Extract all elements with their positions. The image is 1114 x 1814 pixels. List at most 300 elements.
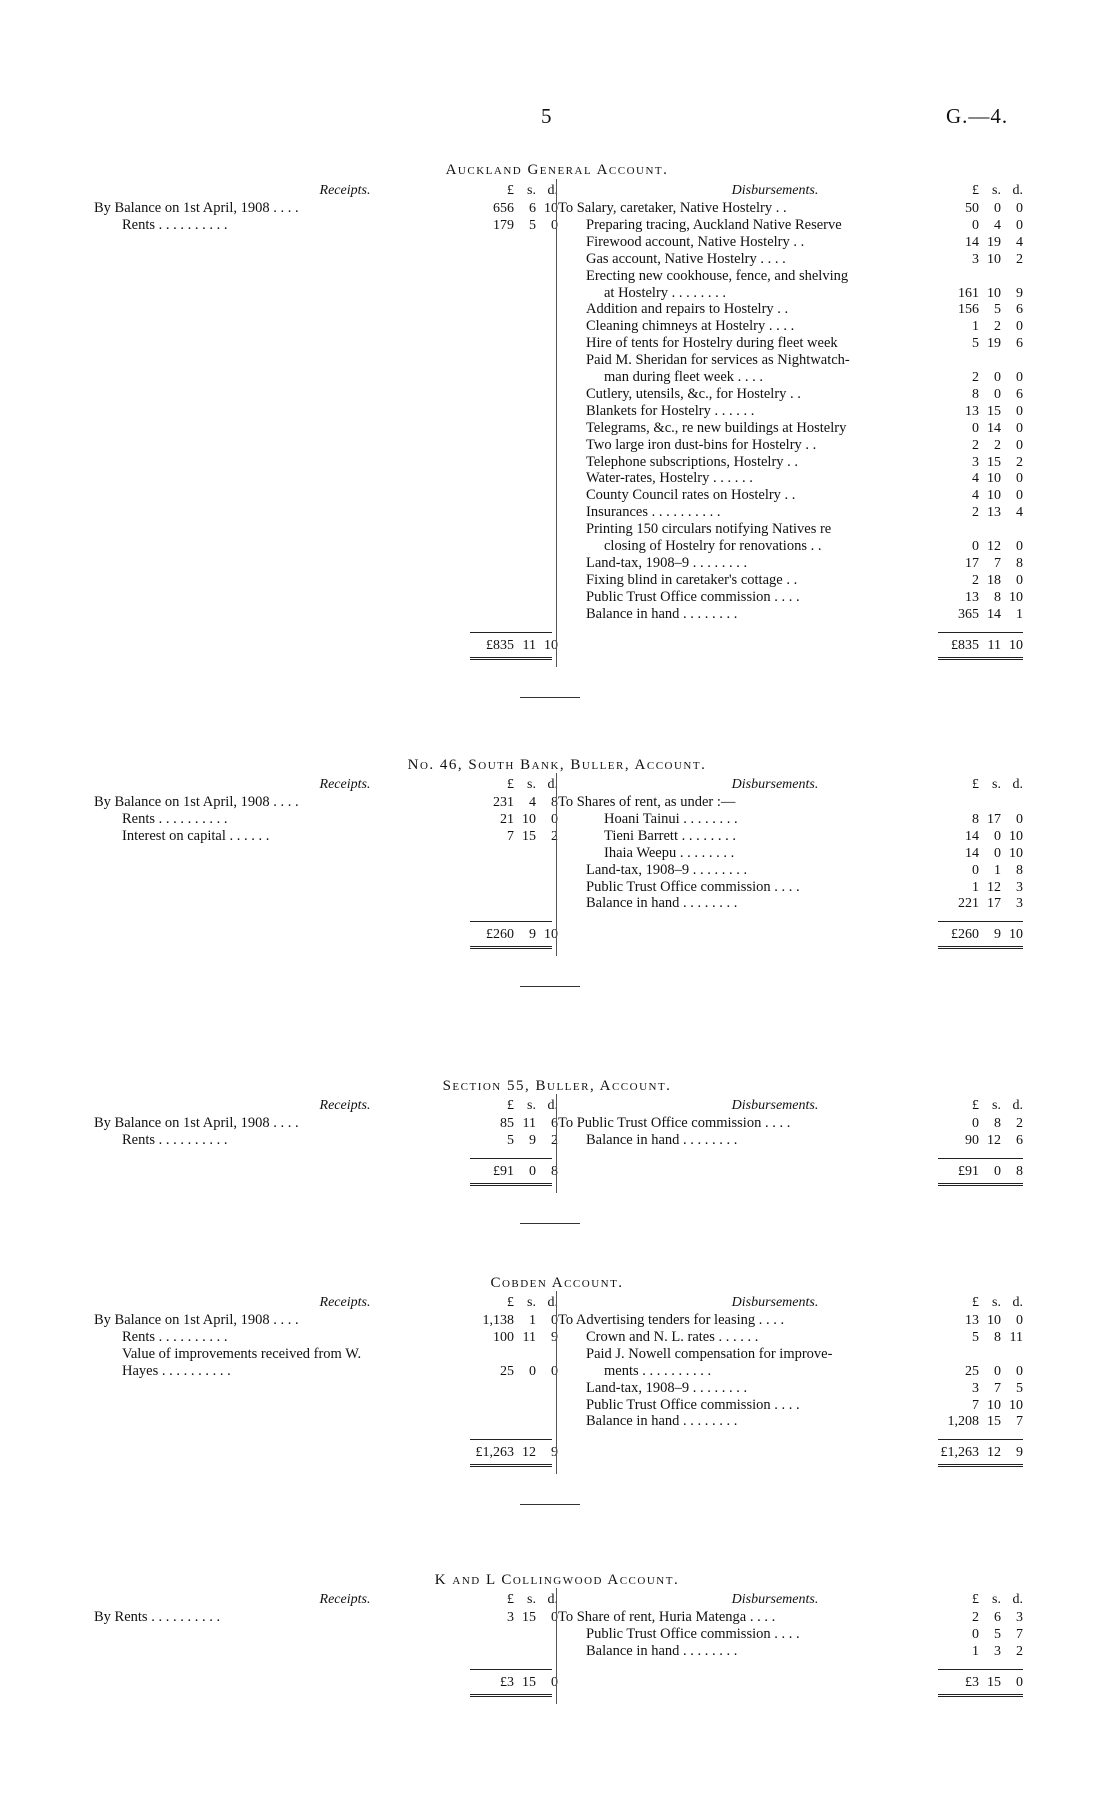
disbursement-shillings: 3 <box>994 1643 1001 1659</box>
disbursements-lsd-heading <box>935 183 1025 199</box>
disbursement-amount <box>935 217 1025 234</box>
receipts-total-shillings: 9 <box>529 927 536 943</box>
receipts-total-rule <box>470 1439 552 1440</box>
receipts-total-pence: 9 <box>551 1445 558 1461</box>
disbursement-pence: 0 <box>1016 811 1023 827</box>
disbursements-lsd-heading <box>935 1295 1025 1311</box>
receipts-total-shillings: 0 <box>529 1163 536 1179</box>
disbursement-shillings: 10 <box>987 471 1001 487</box>
disbursement-shillings: 15 <box>987 403 1001 419</box>
disbursement-pence: 2 <box>1016 1116 1023 1131</box>
disbursement-pence: 7 <box>1016 1626 1023 1642</box>
receipt-pounds: 25 <box>500 1363 514 1379</box>
receipt-pence: 9 <box>551 1329 558 1345</box>
column-separator <box>556 1588 557 1704</box>
receipt-shillings: 6 <box>529 201 536 216</box>
column-separator <box>556 1291 557 1474</box>
heading-shillings: s. <box>527 1592 536 1607</box>
disbursement-amount <box>935 1626 1025 1643</box>
receipts-double-rule <box>470 946 552 949</box>
disbursement-amount <box>935 1609 1025 1626</box>
receipt-pence: 0 <box>551 1363 558 1379</box>
disbursements-total-pence: 0 <box>1016 1674 1023 1690</box>
disbursement-shillings: 19 <box>987 234 1001 250</box>
account-title: K and L Collingwood Account. <box>434 1572 680 1588</box>
receipt-amount <box>470 1132 560 1149</box>
disbursement-pence: 3 <box>1016 1610 1023 1625</box>
disbursements-double-rule <box>938 1464 1023 1467</box>
receipt-amount <box>470 828 560 845</box>
disbursement-shillings: 10 <box>987 251 1001 267</box>
disbursement-shillings: 17 <box>987 896 1001 912</box>
disbursement-label: Printing 150 circulars notifying Natives re <box>586 521 832 538</box>
disbursement-amount <box>935 1397 1025 1414</box>
receipts-total-pence: 8 <box>551 1163 558 1179</box>
disbursement-label: County Council rates on Hostelry . . <box>586 487 796 504</box>
disbursement-pence: 6 <box>1016 386 1023 402</box>
heading-pence: d. <box>1012 183 1023 198</box>
disbursements-double-rule <box>938 1183 1023 1186</box>
disbursement-label: Crown and N. L. rates . . . . . . <box>586 1328 759 1345</box>
disbursement-pounds: 1 <box>972 1643 979 1659</box>
receipt-pounds: 7 <box>507 828 514 844</box>
disbursements-heading: Disbursements. <box>731 183 819 198</box>
receipt-shillings: 15 <box>522 1610 536 1625</box>
disbursement-pence: 0 <box>1016 437 1023 453</box>
heading-pence: d. <box>1012 777 1023 792</box>
disbursement-pence: 10 <box>1009 828 1023 844</box>
disbursements-total-pounds: £3 <box>965 1674 979 1690</box>
receipt-shillings: 5 <box>529 217 536 233</box>
heading-pounds: £ <box>507 1098 514 1113</box>
disbursement-shillings: 0 <box>994 386 1001 402</box>
disbursements-total-pence: 10 <box>1009 927 1023 943</box>
receipts-heading: Receipts. <box>319 1295 371 1310</box>
disbursement-pence: 2 <box>1016 454 1023 470</box>
disbursement-pounds: 3 <box>972 251 979 267</box>
disbursement-label: Public Trust Office commission . . . . <box>586 588 800 605</box>
receipt-label: Value of improvements received from W. <box>122 1345 362 1362</box>
heading-shillings: s. <box>992 777 1001 792</box>
disbursements-total-rule <box>938 921 1023 922</box>
disbursement-amount <box>935 251 1025 268</box>
receipts-total-pounds: £3 <box>500 1674 514 1690</box>
disbursements-total-rule <box>938 1439 1023 1440</box>
disbursements-total <box>935 1444 1025 1461</box>
disbursements-total <box>935 926 1025 943</box>
heading-shillings: s. <box>527 1295 536 1310</box>
disbursement-shillings: 14 <box>987 420 1001 436</box>
receipt-label: By Balance on 1st April, 1908 . . . . <box>94 1312 299 1328</box>
disbursement-label: Paid J. Nowell compensation for improve- <box>586 1345 833 1362</box>
receipts-total-pence: 10 <box>544 927 558 943</box>
account-title: Section 55, Buller, Account. <box>442 1078 672 1094</box>
receipts-total-rule <box>470 632 552 633</box>
disbursement-label: Cleaning chimneys at Hostelry . . . . <box>586 318 795 335</box>
disbursement-amount <box>935 369 1025 386</box>
receipt-amount <box>470 200 560 217</box>
disbursement-shillings: 10 <box>987 1397 1001 1413</box>
disbursement-shillings: 19 <box>987 336 1001 352</box>
disbursement-pounds: 14 <box>965 845 979 861</box>
disbursement-pounds: 90 <box>965 1132 979 1148</box>
disbursement-label: closing of Hostelry for renovations . . <box>604 538 822 554</box>
heading-pounds: £ <box>507 183 514 198</box>
disbursement-pence: 2 <box>1016 251 1023 267</box>
disbursements-total-pounds: £835 <box>951 637 979 653</box>
receipts-total-pence: 0 <box>551 1674 558 1690</box>
disbursements-total-pence: 10 <box>1009 637 1023 653</box>
heading-pence: d. <box>547 1098 558 1113</box>
disbursement-pounds: 0 <box>972 1116 979 1131</box>
page-number: 5 <box>541 104 552 128</box>
disbursement-pence: 3 <box>1016 879 1023 895</box>
receipt-pounds: 85 <box>500 1116 514 1131</box>
column-separator <box>556 773 557 956</box>
section-divider <box>520 1504 580 1505</box>
heading-shillings: s. <box>527 777 536 792</box>
disbursement-shillings: 8 <box>994 1329 1001 1345</box>
receipt-amount <box>470 1609 560 1626</box>
disbursement-label: Telephone subscriptions, Hostelry . . <box>586 453 799 470</box>
receipts-total-pounds: £1,263 <box>475 1445 514 1461</box>
disbursements-heading: Disbursements. <box>731 777 819 792</box>
disbursement-pounds: 2 <box>972 572 979 588</box>
receipt-label: By Balance on 1st April, 1908 . . . . <box>94 1115 299 1131</box>
section-divider <box>520 1223 580 1224</box>
receipt-amount <box>470 1115 560 1132</box>
receipts-lsd-heading <box>470 183 560 199</box>
disbursement-label: Insurances . . . . . . . . . . <box>586 504 721 521</box>
disbursement-shillings: 6 <box>994 1610 1001 1625</box>
disbursement-amount <box>935 1115 1025 1132</box>
receipts-lsd-heading <box>470 1295 560 1311</box>
disbursement-amount <box>935 845 1025 862</box>
disbursement-label: Preparing tracing, Auckland Native Reserve <box>586 216 842 233</box>
disbursement-pence: 10 <box>1009 1397 1023 1413</box>
disbursement-label: Land-tax, 1908–9 . . . . . . . . <box>586 861 748 878</box>
receipt-amount <box>470 1363 560 1380</box>
disbursement-amount <box>935 572 1025 589</box>
disbursement-pence: 11 <box>1009 1329 1023 1345</box>
disbursement-pounds: 4 <box>972 471 979 487</box>
receipt-pounds: 231 <box>493 795 514 810</box>
disbursement-label: Balance in hand . . . . . . . . <box>586 1642 738 1659</box>
disbursement-label: Gas account, Native Hostelry . . . . <box>586 250 786 267</box>
receipt-amount <box>470 794 560 811</box>
disbursement-label: Firewood account, Native Hostelry . . <box>586 233 805 250</box>
disbursement-pounds: 13 <box>965 1313 979 1328</box>
disbursement-label: To Advertising tenders for leasing . . . . <box>558 1312 785 1328</box>
heading-pounds: £ <box>972 777 979 792</box>
heading-shillings: s. <box>992 1098 1001 1113</box>
disbursements-total-pounds: £1,263 <box>940 1445 979 1461</box>
receipt-shillings: 9 <box>529 1132 536 1148</box>
receipt-pence: 10 <box>544 201 558 216</box>
disbursements-heading: Disbursements. <box>731 1295 819 1310</box>
disbursement-amount <box>935 285 1025 302</box>
receipts-total-pounds: £260 <box>486 927 514 943</box>
disbursement-shillings: 2 <box>994 319 1001 335</box>
disbursements-total-rule <box>938 1669 1023 1670</box>
disbursement-shillings: 0 <box>994 828 1001 844</box>
section-divider <box>520 986 580 987</box>
disbursement-amount <box>935 879 1025 896</box>
disbursement-shillings: 12 <box>987 1132 1001 1148</box>
disbursement-pence: 6 <box>1016 1132 1023 1148</box>
disbursement-amount <box>935 420 1025 437</box>
disbursement-shillings: 17 <box>987 811 1001 827</box>
receipt-pounds: 1,138 <box>482 1313 514 1328</box>
disbursement-pounds: 13 <box>965 589 979 605</box>
heading-pence: d. <box>1012 1098 1023 1113</box>
disbursement-pence: 0 <box>1016 403 1023 419</box>
disbursements-double-rule <box>938 1694 1023 1697</box>
disbursement-shillings: 8 <box>994 589 1001 605</box>
disbursements-total-pounds: £260 <box>951 927 979 943</box>
disbursement-label: Balance in hand . . . . . . . . <box>586 605 738 622</box>
disbursement-pounds: 0 <box>972 539 979 554</box>
receipt-shillings: 0 <box>529 1363 536 1379</box>
receipts-double-rule <box>470 657 552 660</box>
disbursement-label: Fixing blind in caretaker's cottage . . <box>586 571 798 588</box>
disbursement-label: Land-tax, 1908–9 . . . . . . . . <box>586 554 748 571</box>
disbursement-label: Hoani Tainui . . . . . . . . <box>604 810 738 827</box>
receipt-pounds: 656 <box>493 201 514 216</box>
disbursement-label: Two large iron dust-bins for Hostelry . . <box>586 436 817 453</box>
disbursement-pounds: 3 <box>972 1380 979 1396</box>
receipts-total-pence: 10 <box>544 637 558 653</box>
disbursement-shillings: 2 <box>994 437 1001 453</box>
receipt-label: Interest on capital . . . . . . <box>122 827 270 844</box>
receipts-total <box>470 1674 560 1691</box>
receipts-lsd-heading <box>470 1098 560 1114</box>
disbursements-lsd-heading <box>935 1098 1025 1114</box>
receipt-pounds: 100 <box>493 1329 514 1345</box>
disbursement-pence: 6 <box>1016 302 1023 318</box>
disbursement-pounds: 0 <box>972 420 979 436</box>
disbursements-total-shillings: 15 <box>987 1674 1001 1690</box>
heading-shillings: s. <box>992 183 1001 198</box>
receipts-lsd-heading <box>470 777 560 793</box>
account-title: Auckland General Account. <box>445 162 669 178</box>
disbursement-label: To Salary, caretaker, Native Hostelry . . <box>558 200 787 216</box>
receipts-total-shillings: 15 <box>522 1674 536 1690</box>
disbursement-pence: 0 <box>1016 319 1023 335</box>
disbursement-pence: 4 <box>1016 505 1023 521</box>
disbursement-label: Blankets for Hostelry . . . . . . <box>586 402 755 419</box>
disbursement-pence: 10 <box>1009 845 1023 861</box>
heading-shillings: s. <box>527 1098 536 1113</box>
disbursement-pounds: 5 <box>972 336 979 352</box>
disbursement-shillings: 7 <box>994 555 1001 571</box>
disbursement-pounds: 17 <box>965 555 979 571</box>
disbursements-double-rule <box>938 657 1023 660</box>
disbursement-amount <box>935 234 1025 251</box>
receipt-label: Rents . . . . . . . . . . <box>122 810 228 827</box>
disbursement-shillings: 0 <box>994 845 1001 861</box>
heading-pence: d. <box>547 1295 558 1310</box>
receipts-total-shillings: 12 <box>522 1445 536 1461</box>
receipts-heading: Receipts. <box>319 1098 371 1113</box>
disbursements-total-pounds: £91 <box>958 1163 979 1179</box>
receipt-pounds: 21 <box>500 811 514 827</box>
receipt-label: Rents . . . . . . . . . . <box>122 1328 228 1345</box>
disbursement-pence: 8 <box>1016 862 1023 878</box>
disbursement-pence: 0 <box>1016 201 1023 216</box>
disbursements-heading: Disbursements. <box>731 1098 819 1113</box>
disbursement-pence: 0 <box>1016 1363 1023 1379</box>
disbursements-lsd-heading <box>935 777 1025 793</box>
disbursement-amount <box>935 828 1025 845</box>
disbursement-pence: 0 <box>1016 420 1023 436</box>
disbursement-pounds: 1,208 <box>947 1414 979 1430</box>
column-separator <box>556 179 557 667</box>
heading-pence: d. <box>547 777 558 792</box>
disbursement-pounds: 3 <box>972 454 979 470</box>
receipts-total-rule <box>470 921 552 922</box>
heading-pence: d. <box>547 1592 558 1607</box>
receipt-shillings: 1 <box>529 1313 536 1328</box>
receipts-heading: Receipts. <box>319 1592 371 1607</box>
receipts-double-rule <box>470 1464 552 1467</box>
disbursement-pence: 0 <box>1016 572 1023 588</box>
heading-pounds: £ <box>972 183 979 198</box>
disbursement-pence: 0 <box>1016 370 1023 385</box>
heading-shillings: s. <box>527 183 536 198</box>
receipts-total <box>470 1444 560 1461</box>
disbursement-pounds: 1 <box>972 319 979 335</box>
disbursement-amount <box>935 1363 1025 1380</box>
heading-pence: d. <box>547 183 558 198</box>
disbursement-pounds: 8 <box>972 811 979 827</box>
disbursement-amount <box>935 538 1025 555</box>
heading-shillings: s. <box>992 1592 1001 1607</box>
disbursement-pence: 4 <box>1016 234 1023 250</box>
receipt-pence: 0 <box>551 1313 558 1328</box>
disbursement-label: Balance in hand . . . . . . . . <box>586 1413 738 1430</box>
disbursement-pounds: 221 <box>958 896 979 912</box>
disbursement-label: Water-rates, Hostelry . . . . . . <box>586 470 753 487</box>
document-reference: G.—4. <box>946 104 1009 128</box>
disbursement-shillings: 5 <box>994 302 1001 318</box>
receipt-pence: 2 <box>551 1132 558 1148</box>
disbursement-amount <box>935 1329 1025 1346</box>
disbursements-total-shillings: 9 <box>994 927 1001 943</box>
disbursement-pence: 7 <box>1016 1414 1023 1430</box>
disbursement-shillings: 0 <box>994 370 1001 385</box>
disbursement-pence: 1 <box>1016 606 1023 622</box>
disbursement-pence: 5 <box>1016 1380 1023 1396</box>
disbursement-amount <box>935 318 1025 335</box>
disbursement-pounds: 4 <box>972 488 979 504</box>
disbursement-pounds: 156 <box>958 302 979 318</box>
disbursement-shillings: 10 <box>987 488 1001 504</box>
disbursement-amount <box>935 862 1025 879</box>
disbursements-total-shillings: 11 <box>987 637 1001 653</box>
disbursement-pence: 0 <box>1016 1313 1023 1328</box>
disbursement-shillings: 10 <box>987 285 1001 301</box>
receipt-pence: 8 <box>551 795 558 810</box>
disbursement-label: To Shares of rent, as under :— <box>558 794 736 810</box>
disbursement-pence: 9 <box>1016 285 1023 301</box>
heading-pence: d. <box>1012 1295 1023 1310</box>
disbursement-label: Cutlery, utensils, &c., for Hostelry . . <box>586 385 801 402</box>
disbursement-amount <box>935 1132 1025 1149</box>
disbursement-amount <box>935 437 1025 454</box>
disbursement-amount <box>935 454 1025 471</box>
disbursements-heading: Disbursements. <box>731 1592 819 1607</box>
receipt-shillings: 11 <box>522 1116 536 1131</box>
disbursement-amount <box>935 606 1025 623</box>
receipt-label: By Balance on 1st April, 1908 . . . . <box>94 794 299 810</box>
disbursement-label: Balance in hand . . . . . . . . <box>586 895 738 912</box>
receipts-total <box>470 1163 560 1180</box>
disbursement-shillings: 14 <box>987 606 1001 622</box>
receipts-total-rule <box>470 1669 552 1670</box>
account-title: No. 46, South Bank, Buller, Account. <box>407 757 707 773</box>
disbursement-shillings: 0 <box>994 201 1001 216</box>
disbursement-label: To Public Trust Office commission . . . . <box>558 1115 791 1131</box>
receipt-label: By Balance on 1st April, 1908 . . . . <box>94 200 299 216</box>
disbursement-shillings: 15 <box>987 1414 1001 1430</box>
disbursement-amount <box>935 504 1025 521</box>
disbursement-pounds: 2 <box>972 437 979 453</box>
heading-pounds: £ <box>972 1098 979 1113</box>
heading-pounds: £ <box>507 1295 514 1310</box>
disbursement-label: Hire of tents for Hostelry during fleet week <box>586 335 838 352</box>
disbursement-amount <box>935 1380 1025 1397</box>
disbursement-amount <box>935 811 1025 828</box>
disbursement-label: Public Trust Office commission . . . . <box>586 878 800 895</box>
disbursement-pounds: 2 <box>972 1610 979 1625</box>
disbursement-pence: 10 <box>1009 589 1023 605</box>
disbursement-amount <box>935 1643 1025 1660</box>
disbursement-label: Balance in hand . . . . . . . . <box>586 1131 738 1148</box>
disbursement-amount <box>935 895 1025 912</box>
disbursement-pence: 2 <box>1016 1643 1023 1659</box>
disbursement-pounds: 2 <box>972 370 979 385</box>
disbursement-amount <box>935 386 1025 403</box>
disbursement-label: Public Trust Office commission . . . . <box>586 1625 800 1642</box>
disbursement-label: Telegrams, &c., re new buildings at Hostelry <box>586 419 847 436</box>
disbursement-amount <box>935 1413 1025 1430</box>
disbursement-pounds: 14 <box>965 234 979 250</box>
heading-pounds: £ <box>507 777 514 792</box>
receipts-double-rule <box>470 1183 552 1186</box>
disbursement-shillings: 1 <box>994 862 1001 878</box>
disbursement-amount <box>935 589 1025 606</box>
account-title: Cobden Account. <box>490 1275 624 1291</box>
heading-pence: d. <box>1012 1592 1023 1607</box>
disbursement-shillings: 15 <box>987 454 1001 470</box>
receipts-total-shillings: 11 <box>522 637 536 653</box>
receipt-amount <box>470 1329 560 1346</box>
disbursement-label: Land-tax, 1908–9 . . . . . . . . <box>586 1379 748 1396</box>
receipts-lsd-heading <box>470 1592 560 1608</box>
receipt-amount <box>470 217 560 234</box>
disbursement-pence: 0 <box>1016 217 1023 233</box>
disbursement-pounds: 161 <box>958 285 979 301</box>
receipt-pence: 0 <box>551 217 558 233</box>
disbursement-label: ments . . . . . . . . . . <box>604 1362 712 1379</box>
receipt-label: Rents . . . . . . . . . . <box>122 216 228 233</box>
disbursements-total <box>935 1674 1025 1691</box>
disbursement-shillings: 12 <box>987 879 1001 895</box>
receipt-pounds: 5 <box>507 1132 514 1148</box>
disbursement-pounds: 8 <box>972 386 979 402</box>
disbursements-total-pence: 9 <box>1016 1445 1023 1461</box>
